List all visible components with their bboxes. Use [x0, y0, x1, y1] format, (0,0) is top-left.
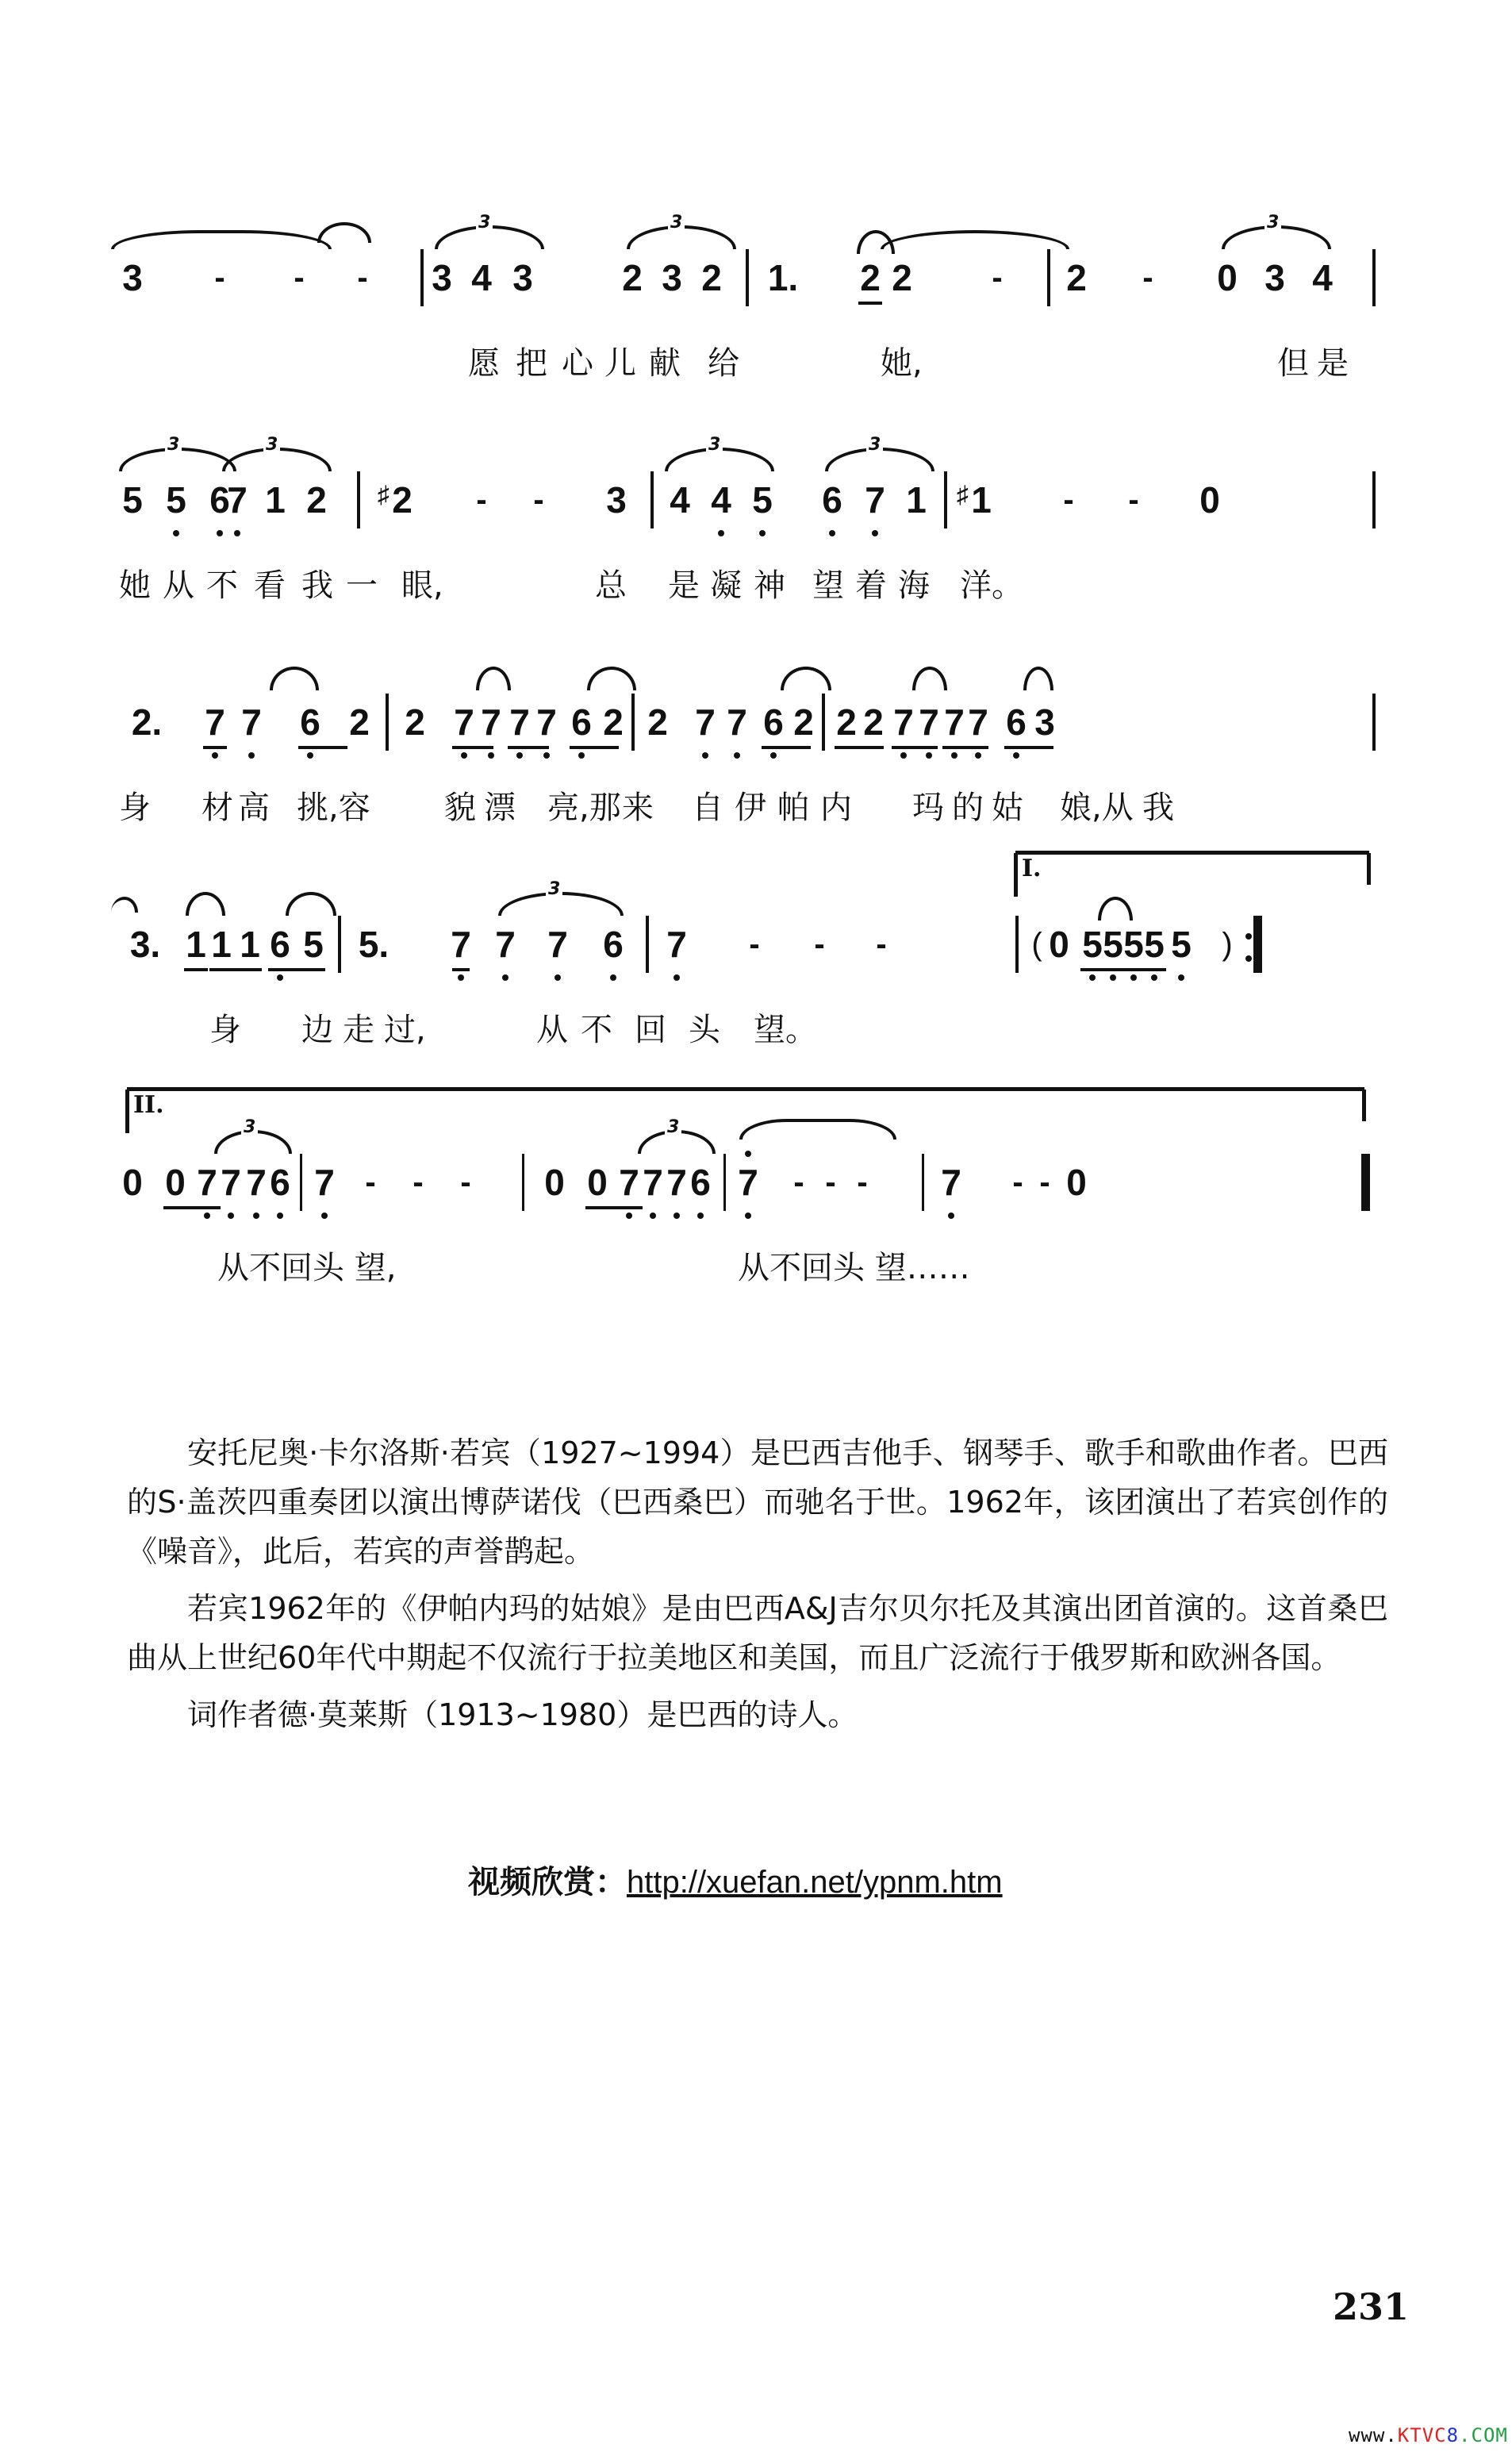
dash: - — [214, 260, 225, 295]
watermark-part: 8 — [1446, 2424, 1460, 2446]
dash: - — [413, 1165, 424, 1200]
tie-arc — [111, 897, 138, 913]
lyric: 玛 — [912, 790, 944, 826]
lyric: 我 — [1142, 790, 1174, 826]
paren-open: ( — [1031, 927, 1042, 962]
lyric: 看 — [254, 567, 286, 604]
note: 3 — [122, 257, 143, 298]
lyric: 总 — [595, 567, 627, 604]
notes-row-1 — [119, 213, 1380, 317]
volta-bracket-2 — [127, 1087, 1364, 1131]
lyrics-row-4 — [119, 1008, 1380, 1055]
tie-arc — [270, 667, 319, 690]
dash: - — [749, 927, 760, 962]
note: 5 — [1099, 920, 1126, 968]
tie-arc — [286, 892, 336, 916]
lyric: 儿 — [604, 345, 636, 382]
lyric: 凝 — [710, 567, 742, 604]
note: 2 — [701, 257, 722, 298]
note: 1 — [240, 924, 260, 965]
note: ♯ 1 — [968, 476, 995, 524]
dash: - — [876, 927, 887, 962]
note: 7 — [492, 920, 519, 968]
sharp-icon: ♯ — [957, 482, 969, 508]
note: 7 — [965, 698, 992, 746]
note: 6 — [819, 476, 846, 524]
rest: 0 — [162, 1159, 189, 1206]
barline — [522, 1154, 524, 1211]
note: 7 — [217, 1159, 244, 1206]
triplet-number: 3 — [706, 436, 723, 454]
lyric: 过, — [384, 1012, 426, 1048]
lyric: 海 — [898, 567, 930, 604]
note: 6 — [760, 698, 787, 746]
note: 2 — [1066, 257, 1087, 298]
note: 7 — [201, 698, 228, 746]
triplet-number: 3 — [546, 881, 562, 898]
lyric: 漂 — [484, 790, 516, 826]
sharp-icon: ♯ — [378, 482, 390, 508]
rest: 0 — [1066, 1162, 1087, 1203]
lyric-line: 从不回头 望, — [217, 1250, 397, 1286]
volta-label: II. — [133, 1091, 164, 1119]
dash: - — [814, 927, 825, 962]
note: 5 — [1168, 920, 1195, 968]
lyric: 我 — [301, 567, 333, 604]
note: 5 — [303, 924, 324, 965]
triplet-number: 3 — [241, 1119, 258, 1136]
barline — [1372, 471, 1376, 528]
barline — [420, 249, 424, 306]
dash: - — [294, 260, 305, 295]
note: 2 — [405, 701, 425, 743]
lyric: 身 — [209, 1012, 241, 1048]
triplet-number: 3 — [263, 436, 280, 454]
lyric: 她 — [119, 567, 151, 604]
watermark-part: KTVC — [1397, 2424, 1447, 2446]
note: 2 — [863, 701, 884, 743]
notes-row-2 — [119, 435, 1380, 540]
tie-arc — [587, 667, 636, 690]
video-reference — [468, 1857, 1003, 1902]
barline — [723, 1154, 726, 1211]
volta-label: I. — [1022, 855, 1042, 882]
note: 2 — [622, 257, 643, 298]
note: 7 — [478, 698, 505, 746]
lyric: 的 — [952, 790, 984, 826]
video-link[interactable]: http://xuefan.net/ypnm.htm — [627, 1865, 1003, 1900]
rest: 0 — [122, 1162, 143, 1203]
lyric: 着 — [855, 567, 887, 604]
tie-arc — [317, 222, 371, 243]
note: ♯ 2 — [389, 476, 416, 524]
note: 7 — [941, 698, 968, 746]
note: 1 — [182, 920, 209, 968]
dash: - — [1039, 1165, 1050, 1200]
note: 0 — [1217, 257, 1238, 298]
note: 7 — [533, 698, 560, 746]
barline — [922, 1154, 924, 1211]
lyric: 她, — [881, 345, 923, 382]
lyric: 边 — [301, 1012, 333, 1048]
triplet-number: 3 — [866, 436, 883, 454]
barline — [1372, 249, 1376, 306]
lyric: 愿 — [468, 345, 500, 382]
note: 5 — [1141, 920, 1168, 968]
barline — [300, 1154, 302, 1211]
watermark-part: .COM — [1459, 2424, 1508, 2446]
dash: - — [992, 260, 1003, 295]
barline — [650, 471, 654, 528]
lyric: 貌 — [444, 790, 476, 826]
note: 7 — [311, 1159, 338, 1206]
tie-arc — [739, 1119, 896, 1140]
lyric: 望。 — [754, 1012, 817, 1048]
lyric: 姑 — [992, 790, 1023, 826]
dash: - — [533, 482, 544, 517]
note: 2 — [833, 698, 860, 746]
note: 7 — [451, 698, 478, 746]
note: 6 — [267, 1159, 294, 1206]
barline — [1372, 694, 1376, 751]
note: 3 — [1264, 257, 1285, 298]
article-paragraph-1: 安托尼奥·卡尔洛斯·若宾（1927~1994）是巴西吉他手、钢琴手、歌手和歌曲作者。巴西的S·盖茨四重奏团以演出博萨诺伐（巴西桑巴）而驰名于世。1962年，该团演出了若宾创作的《噪音》，此后，若宾的声誉鹊起。 — [127, 1435, 1388, 1569]
note: 5 — [122, 479, 143, 521]
triplet-number: 3 — [665, 1119, 681, 1136]
note: 3 — [512, 257, 533, 298]
tie-arc — [781, 667, 831, 690]
note: 7 — [723, 698, 750, 746]
lyric: 自 — [692, 790, 723, 826]
final-barline — [1361, 1154, 1370, 1211]
lyrics-row-2 — [119, 563, 1380, 611]
lyric: 身 — [119, 790, 151, 826]
note: 4 — [1312, 257, 1333, 298]
barline — [631, 694, 635, 751]
note: 7 — [506, 698, 533, 746]
notes-row-5 — [119, 1117, 1380, 1222]
volta-bracket-1 — [1015, 851, 1369, 894]
lyric: 从 — [536, 1012, 568, 1048]
lyric: 但 — [1277, 345, 1309, 382]
note: 1. — [767, 257, 799, 298]
rest: 0 — [544, 1162, 565, 1203]
lyric: 亮,那 — [547, 790, 621, 826]
note: 2 — [349, 701, 370, 743]
tie-arc — [186, 892, 225, 916]
lyric: 不 — [581, 1012, 612, 1048]
note: 3 — [432, 257, 452, 298]
lyric-line: 从不回头 望…… — [738, 1250, 970, 1286]
note: 5 — [1079, 920, 1106, 968]
barline — [386, 694, 389, 751]
note: 7 — [194, 1159, 221, 1206]
tie-arc — [881, 230, 1069, 249]
dash: - — [365, 1165, 376, 1200]
note: 4 — [708, 476, 735, 524]
tie-arc — [912, 667, 947, 690]
note: 7 — [862, 476, 888, 524]
tie-arc — [1023, 667, 1053, 690]
note: 2 — [603, 701, 624, 743]
note: 1 — [906, 479, 927, 521]
note: 3 — [662, 257, 682, 298]
note-with-fermata: 7 — [735, 1159, 762, 1206]
rest: 0 — [584, 1159, 611, 1206]
lyric: 不 — [206, 567, 238, 604]
watermark-part: www. — [1349, 2424, 1398, 2446]
note: 6 — [1003, 698, 1030, 746]
repeat-dots — [1245, 933, 1252, 962]
note: 2 — [857, 254, 884, 302]
note: 2 — [306, 479, 327, 521]
lyric: 帕 — [777, 790, 809, 826]
note: 5. — [358, 924, 390, 965]
note: 5 — [749, 476, 776, 524]
lyric: 望 — [812, 567, 844, 604]
lyric: 一 — [346, 567, 378, 604]
repeat-end-barline — [1253, 916, 1262, 973]
triplet-number: 3 — [668, 214, 685, 232]
barline — [944, 471, 947, 528]
video-label: 视频欣赏： — [468, 1864, 627, 1900]
watermark — [1349, 2424, 1508, 2446]
dash: - — [476, 482, 487, 517]
triplet-number: 3 — [165, 436, 182, 454]
lyric: 内 — [820, 790, 852, 826]
note: 0 — [1049, 924, 1069, 965]
lyric: 来 — [622, 790, 654, 826]
lyric: 把 — [516, 345, 547, 382]
dash: - — [460, 1165, 471, 1200]
lyric: 高 — [238, 790, 270, 826]
triplet-number: 3 — [476, 214, 493, 232]
dash: - — [1142, 260, 1153, 295]
lyric: 头 — [689, 1012, 720, 1048]
lyric: 心 — [562, 345, 593, 382]
tie-arc — [476, 667, 511, 690]
note: 2 — [793, 701, 814, 743]
page-number: 231 — [1333, 2285, 1410, 2328]
lyric: 挑,容 — [297, 790, 370, 826]
note: 7 — [692, 698, 719, 746]
dash: - — [1128, 482, 1139, 517]
note: 7 — [639, 1159, 666, 1206]
barline — [746, 249, 749, 306]
note: 7 — [663, 1159, 690, 1206]
note: 7 — [616, 1159, 643, 1206]
note: 7 — [915, 698, 942, 746]
note: 1 — [208, 920, 235, 968]
note: 4 — [471, 257, 492, 298]
notes-row-4 — [119, 879, 1380, 984]
lyric: 走 — [343, 1012, 374, 1048]
tie-arc — [111, 230, 332, 249]
note: 7 — [663, 920, 690, 968]
note: 6 — [568, 698, 595, 746]
note: 7 — [243, 1159, 270, 1206]
note: 7 — [544, 920, 571, 968]
note: 0 — [1199, 479, 1220, 521]
barline — [357, 471, 360, 528]
lyric: 伊 — [735, 790, 766, 826]
note: 5 — [1120, 920, 1147, 968]
note: 6 — [206, 476, 233, 524]
lyrics-row-5 — [119, 1246, 1380, 1293]
note: 5 — [163, 476, 190, 524]
lyric: 从 — [163, 567, 194, 604]
note: 7 — [890, 698, 917, 746]
note: 7 — [938, 1159, 965, 1206]
lyric: 洋。 — [960, 567, 1023, 604]
note: 2. — [131, 701, 163, 743]
lyric: 回 — [635, 1012, 666, 1048]
barline — [646, 916, 649, 973]
dash: - — [793, 1165, 804, 1200]
lyric: 神 — [754, 567, 785, 604]
lyric: 献 — [649, 345, 681, 382]
notes-row-3 — [119, 698, 1380, 762]
barline — [1015, 916, 1019, 973]
lyric: 材 — [201, 790, 233, 826]
note: 3. — [129, 924, 161, 965]
lyric: 是 — [668, 567, 700, 604]
note: 6 — [267, 920, 294, 968]
note: 4 — [670, 479, 690, 521]
note: 1 — [265, 479, 286, 521]
lyrics-row-1 — [119, 341, 1380, 389]
article-paragraph-3: 词作者德·莫莱斯（1913~1980）是巴西的诗人。 — [187, 1697, 858, 1732]
dash: - — [357, 260, 368, 295]
note: 6 — [297, 698, 324, 746]
note: 7 — [238, 698, 265, 746]
lyrics-row-3 — [119, 786, 1380, 833]
note: 6 — [600, 920, 627, 968]
barline — [1047, 249, 1050, 306]
dash: - — [1012, 1165, 1023, 1200]
note: 7 — [224, 476, 251, 524]
article-text — [127, 1428, 1388, 1747]
barline — [338, 916, 341, 973]
note: 7 — [447, 920, 474, 968]
lyric: 娘,从 — [1060, 790, 1134, 826]
lyric: 给 — [708, 345, 739, 382]
note: 3 — [606, 479, 627, 521]
tie-arc — [1098, 897, 1133, 920]
lyric: 是 — [1317, 345, 1349, 382]
lyric: 眼, — [401, 567, 443, 604]
note: 2 — [892, 257, 912, 298]
note: 6 — [687, 1159, 714, 1206]
fermata-icon — [745, 1151, 751, 1157]
dash: - — [825, 1165, 836, 1200]
dash: - — [857, 1165, 868, 1200]
note: 3 — [1034, 701, 1055, 743]
article-paragraph-2: 若宾1962年的《伊帕内玛的姑娘》是由巴西A&J吉尔贝尔托及其演出团首演的。这首桑巴曲从上世纪60年代中期起不仅流行于拉美地区和美国，而且广泛流行于俄罗斯和欧洲各国。 — [127, 1591, 1388, 1675]
dash: - — [1063, 482, 1074, 517]
triplet-number: 3 — [1264, 214, 1281, 232]
paren-close: ) — [1222, 927, 1233, 962]
note: 2 — [647, 701, 668, 743]
barline — [822, 694, 825, 751]
